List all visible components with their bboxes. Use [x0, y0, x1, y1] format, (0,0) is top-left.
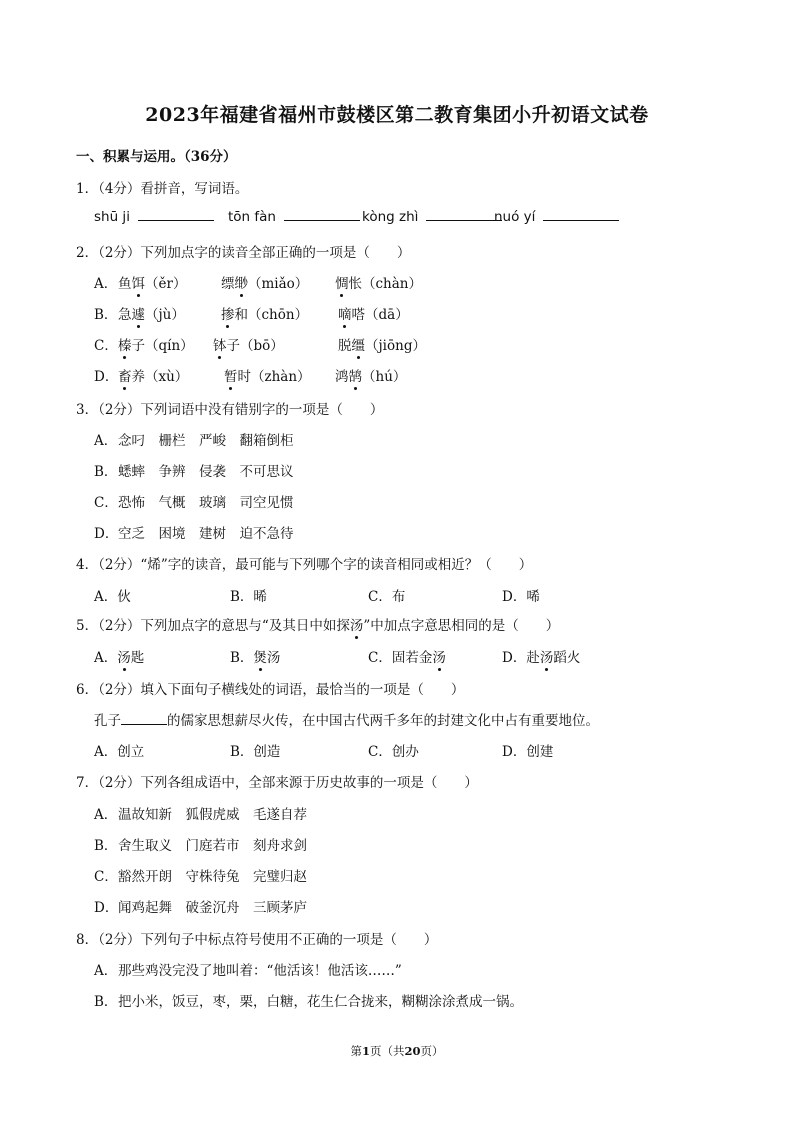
option-label: D．: [94, 900, 119, 916]
emphasis-char: 汤: [117, 646, 131, 666]
pinyin-item: nuó yí: [494, 208, 619, 225]
option-text: C．创办: [368, 744, 419, 760]
dotted-word: 畜养（xù）: [118, 365, 188, 385]
emphasis-char: 汤: [432, 646, 446, 666]
answer-blank[interactable]: [426, 208, 502, 221]
answer-blank[interactable]: [121, 712, 167, 725]
option-text: 温故知新 狐假虎威 毛遂自荐: [118, 807, 307, 823]
question-8-stem: 8．（2分）下列句子中标点符号使用不正确的一项是（ ）: [76, 932, 438, 948]
question-6-stem: 6．（2分）填入下面句子横线处的词语，最恰当的一项是（ ）: [76, 682, 465, 698]
emphasis-char: 鹄: [349, 365, 363, 385]
dotted-word: 暂时（zhàn）: [224, 365, 311, 385]
option-text: 恐怖 气概 玻璃 司空见惯: [118, 495, 294, 511]
emphasis-char: 汤: [540, 646, 554, 666]
option-text: D．赴汤蹈火: [502, 646, 580, 666]
option-text: B．创造: [230, 744, 281, 760]
option-label: A．: [94, 807, 118, 823]
emphasis-char: 煲: [253, 646, 267, 666]
dotted-word: 嘀嗒（dā）: [338, 303, 409, 323]
question-5-stem: 5．（2分）下列加点字的意思与“及其日中如探汤”中加点字意思相同的是（ ）: [76, 614, 559, 634]
emphasis-char: 掺: [221, 303, 235, 323]
dotted-word: 鱼饵（ěr）: [118, 272, 186, 292]
dotted-word: 脱缰（jiōng）: [338, 334, 426, 354]
question-1-stem: 1．（4分）看拼音，写词语。: [76, 181, 249, 197]
emphasis-char: 暂: [224, 365, 238, 385]
emphasis-char: 嘀: [338, 303, 352, 323]
answer-blank[interactable]: [543, 208, 619, 221]
dotted-word: 缥缈（miǎo）: [221, 272, 308, 292]
option-label: B．: [94, 307, 118, 323]
question-2-stem: 2．（2分）下列加点字的读音全部正确的一项是（ ）: [76, 245, 411, 261]
emphasis-char: 畜: [118, 365, 132, 385]
dotted-word: 掺和（chōn）: [221, 303, 308, 323]
option-label: D．: [94, 526, 119, 542]
option-label: C．: [94, 338, 118, 354]
option-text: 空乏 困境 建树 迫不急待: [118, 526, 294, 542]
question-4-stem: 4．（2分）“烯”字的读音，最可能与下列哪个字的读音相同或相近？（ ）: [76, 557, 533, 573]
answer-blank[interactable]: [284, 208, 360, 221]
option-text: 把小米，饭豆，枣，栗，白糖，花生仁合拢来，糊糊涂涂煮成一锅。: [118, 994, 523, 1010]
option-text: A．汤匙: [94, 646, 144, 666]
pinyin-item: tōn fàn: [228, 208, 360, 225]
pinyin-item: kòng zhì: [362, 208, 502, 225]
option-label: A．: [94, 963, 118, 979]
option-text: 舍生取义 门庭若市 刻舟求剑: [118, 838, 307, 854]
emphasis-char: 饵: [132, 272, 146, 292]
emphasis-char: 遽: [132, 303, 146, 323]
dotted-word: 急遽（jù）: [118, 303, 185, 323]
dotted-word: 钵子（bō）: [213, 334, 284, 354]
emphasis-char: 钵: [213, 334, 227, 354]
emphasis-char: 缈: [235, 272, 249, 292]
option-label: B．: [94, 464, 118, 480]
dotted-word: 榛子（qín）: [118, 334, 194, 354]
exam-title: 2023年福建省福州市鼓楼区第二教育集团小升初语文试卷: [145, 104, 649, 126]
option-label: C．: [94, 495, 118, 511]
question-7-stem: 7．（2分）下列各组成语中，全部来源于历史故事的一项是（ ）: [76, 775, 478, 791]
page-number: 第1页（共20页）: [350, 1044, 444, 1058]
option-label: B．: [94, 838, 118, 854]
option-text: B．晞: [230, 589, 267, 605]
option-text: 那些鸡没完没了地叫着：“他活该！他活该……”: [118, 963, 402, 979]
emphasis-char: 缰: [352, 334, 366, 354]
option-text: 闻鸡起舞 破釜沉舟 三顾茅庐: [118, 900, 307, 916]
emphasis-char: 榛: [118, 334, 132, 354]
option-text: C．固若金汤: [368, 646, 446, 666]
option-text: D．唏: [502, 589, 540, 605]
option-text: 豁然开朗 守株待兔 完璧归赵: [118, 869, 307, 885]
option-text: 蟋蟀 争辨 侵袭 不可思议: [118, 464, 294, 480]
dotted-word: 鸿鹄（hú）: [335, 365, 406, 385]
option-text: 念叼 栅栏 严峻 翻箱倒柜: [118, 433, 294, 449]
option-label: D．: [94, 369, 119, 385]
option-text: D．创建: [502, 744, 554, 760]
emphasis-char: 汤: [350, 614, 364, 634]
option-text: A．创立: [94, 744, 145, 760]
fill-in-sentence: 孔子 的儒家思想薪尽火传，在中国古代两千多年的封建文化中占有重要地位。: [94, 713, 599, 729]
emphasis-char: 惆: [335, 272, 349, 292]
question-3-stem: 3．（2分）下列词语中没有错别字的一项是（ ）: [76, 402, 384, 418]
option-text: A．伙: [94, 589, 131, 605]
pinyin-item: shū ji: [94, 208, 214, 225]
section-heading: 一、积累与运用。（36分）: [76, 149, 237, 165]
option-text: C．布: [368, 589, 406, 605]
dotted-word: 惆怅（chàn）: [335, 272, 422, 292]
option-label: A．: [94, 433, 118, 449]
option-text: B．煲汤: [230, 646, 280, 666]
option-label: C．: [94, 869, 118, 885]
option-label: B．: [94, 994, 118, 1010]
option-label: A．: [94, 276, 118, 292]
answer-blank[interactable]: [138, 208, 214, 221]
